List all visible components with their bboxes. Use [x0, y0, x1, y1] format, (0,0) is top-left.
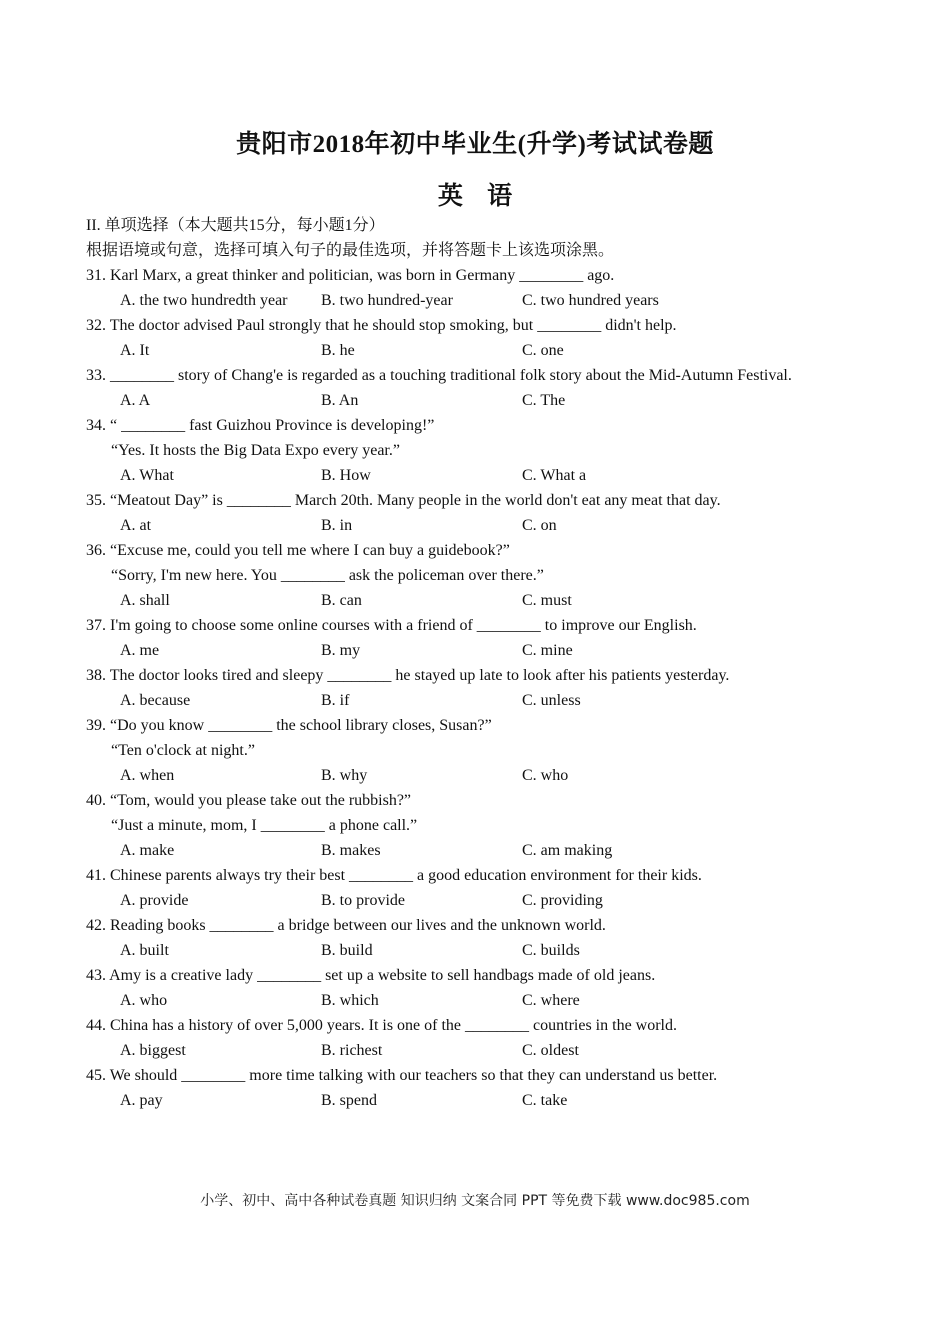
- exam-title: 贵阳市2018年初中毕业生(升学)考试试卷题: [236, 131, 714, 158]
- option-a: A. biggest: [120, 1042, 186, 1059]
- answer-options: [86, 588, 886, 613]
- question-item: [86, 863, 886, 913]
- option-a: A. What: [120, 467, 174, 484]
- option-b: B. two hundred-year: [321, 292, 453, 309]
- option-b: B. makes: [321, 842, 381, 859]
- option-a: A. who: [120, 992, 168, 1009]
- question-stem: 38. The doctor looks tired and sleepy ________ he stayed up late to look after his patients yesterday.: [86, 667, 730, 684]
- question-stem: 39. “Do you know ________ the school library closes, Susan?”: [86, 717, 492, 734]
- option-b: B. can: [321, 592, 362, 609]
- option-b: B. why: [321, 767, 368, 784]
- option-b: B. spend: [321, 1092, 377, 1109]
- option-b: B. if: [321, 692, 350, 709]
- option-a: A. the two hundredth year: [120, 292, 288, 309]
- option-b: B. which: [321, 992, 379, 1009]
- option-a: A. It: [120, 342, 150, 359]
- question-stem: 40. “Tom, would you please take out the rubbish?”: [86, 792, 412, 809]
- question-stem: 45. We should ________ more time talking with our teachers so that they can understand us better.: [86, 1067, 718, 1084]
- answer-options: [86, 1088, 886, 1113]
- question-dialogue-line: “Just a minute, mom, I ________ a phone call.”: [111, 817, 418, 834]
- option-c: C. oldest: [522, 1042, 579, 1059]
- option-a: A. pay: [120, 1092, 163, 1109]
- option-c: C. take: [522, 1092, 568, 1109]
- option-b: B. in: [321, 517, 353, 534]
- option-b: B. build: [321, 942, 373, 959]
- answer-options: [86, 638, 886, 663]
- question-item: [86, 263, 886, 313]
- option-b: B. richest: [321, 1042, 383, 1059]
- exam-content: [86, 213, 886, 1113]
- question-stem: 34. “ ________ fast Guizhou Province is developing!”: [86, 417, 435, 434]
- question-item: [86, 613, 886, 663]
- subject-title: 英 语: [437, 183, 513, 210]
- question-dialogue-line: “Ten o'clock at night.”: [111, 742, 255, 759]
- option-a: A. when: [120, 767, 175, 784]
- question-stem: 31. Karl Marx, a great thinker and politician, was born in Germany ________ ago.: [86, 267, 615, 284]
- answer-options: [86, 338, 886, 363]
- answer-options: [86, 763, 886, 788]
- question-stem: 37. I'm going to choose some online courses with a friend of ________ to improve our English.: [86, 617, 697, 634]
- answer-options: [86, 1038, 886, 1063]
- question-item: [86, 488, 886, 538]
- answer-options: [86, 288, 886, 313]
- option-b: B. An: [321, 392, 359, 409]
- answer-options: [86, 388, 886, 413]
- answer-options: [86, 463, 886, 488]
- option-a: A. built: [120, 942, 169, 959]
- section-instruction: 根据语境或句意，选择可填入句子的最佳选项，并将答题卡上该选项涂黑。: [86, 242, 615, 259]
- question-item: [86, 788, 886, 863]
- answer-options: [86, 988, 886, 1013]
- answer-options: [86, 838, 886, 863]
- question-item: [86, 313, 886, 363]
- option-a: A. provide: [120, 892, 189, 909]
- option-c: C. am making: [522, 842, 613, 859]
- option-c: C. must: [522, 592, 572, 609]
- option-c: C. on: [522, 517, 557, 534]
- question-item: [86, 913, 886, 963]
- option-c: C. who: [522, 767, 569, 784]
- option-c: C. What a: [522, 467, 587, 484]
- question-item: [86, 363, 886, 413]
- question-item: [86, 1013, 886, 1063]
- question-stem: 42. Reading books ________ a bridge between our lives and the unknown world.: [86, 917, 606, 934]
- question-item: [86, 538, 886, 613]
- option-b: B. my: [321, 642, 361, 659]
- option-c: C. unless: [522, 692, 581, 709]
- question-dialogue-line: “Yes. It hosts the Big Data Expo every year.”: [111, 442, 400, 459]
- section-heading: II. 单项选择（本大题共15分，每小题1分）: [86, 217, 385, 234]
- question-item: [86, 413, 886, 488]
- footer-note: 小学、初中、高中各种试卷真题 知识归纳 文案合同 PPT 等免费下载 www.doc985.com: [200, 1193, 750, 1209]
- option-a: A. because: [120, 692, 191, 709]
- question-stem: 35. “Meatout Day” is ________ March 20th. Many people in the world don't eat any meat that day.: [86, 492, 721, 509]
- question-stem: 36. “Excuse me, could you tell me where I can buy a guidebook?”: [86, 542, 510, 559]
- option-c: C. two hundred years: [522, 292, 659, 309]
- question-stem: 33. ________ story of Chang'e is regarded as a touching traditional folk story about the Mid-Autumn Festival.: [86, 367, 792, 384]
- option-c: C. builds: [522, 942, 580, 959]
- question-item: [86, 1063, 886, 1113]
- question-stem: 44. China has a history of over 5,000 years. It is one of the ________ countries in the world.: [86, 1017, 677, 1034]
- question-stem: 43. Amy is a creative lady ________ set up a website to sell handbags made of old jeans.: [86, 967, 656, 984]
- answer-options: [86, 688, 886, 713]
- option-c: C. where: [522, 992, 580, 1009]
- option-a: A. make: [120, 842, 175, 859]
- option-a: A. A: [120, 392, 151, 409]
- option-c: C. The: [522, 392, 566, 409]
- option-b: B. How: [321, 467, 371, 484]
- option-a: A. me: [120, 642, 160, 659]
- option-a: A. at: [120, 517, 152, 534]
- option-b: B. to provide: [321, 892, 405, 909]
- answer-options: [86, 938, 886, 963]
- question-stem: 32. The doctor advised Paul strongly that he should stop smoking, but ________ didn't help.: [86, 317, 677, 334]
- option-b: B. he: [321, 342, 355, 359]
- question-stem: 41. Chinese parents always try their best ________ a good education environment for their kids.: [86, 867, 702, 884]
- option-a: A. shall: [120, 592, 170, 609]
- question-item: [86, 713, 886, 788]
- option-c: C. mine: [522, 642, 573, 659]
- question-item: [86, 963, 886, 1013]
- answer-options: [86, 513, 886, 538]
- option-c: C. one: [522, 342, 564, 359]
- question-dialogue-line: “Sorry, I'm new here. You ________ ask the policeman over there.”: [111, 567, 544, 584]
- question-item: [86, 663, 886, 713]
- answer-options: [86, 888, 886, 913]
- option-c: C. providing: [522, 892, 603, 909]
- question-list: [86, 263, 886, 1113]
